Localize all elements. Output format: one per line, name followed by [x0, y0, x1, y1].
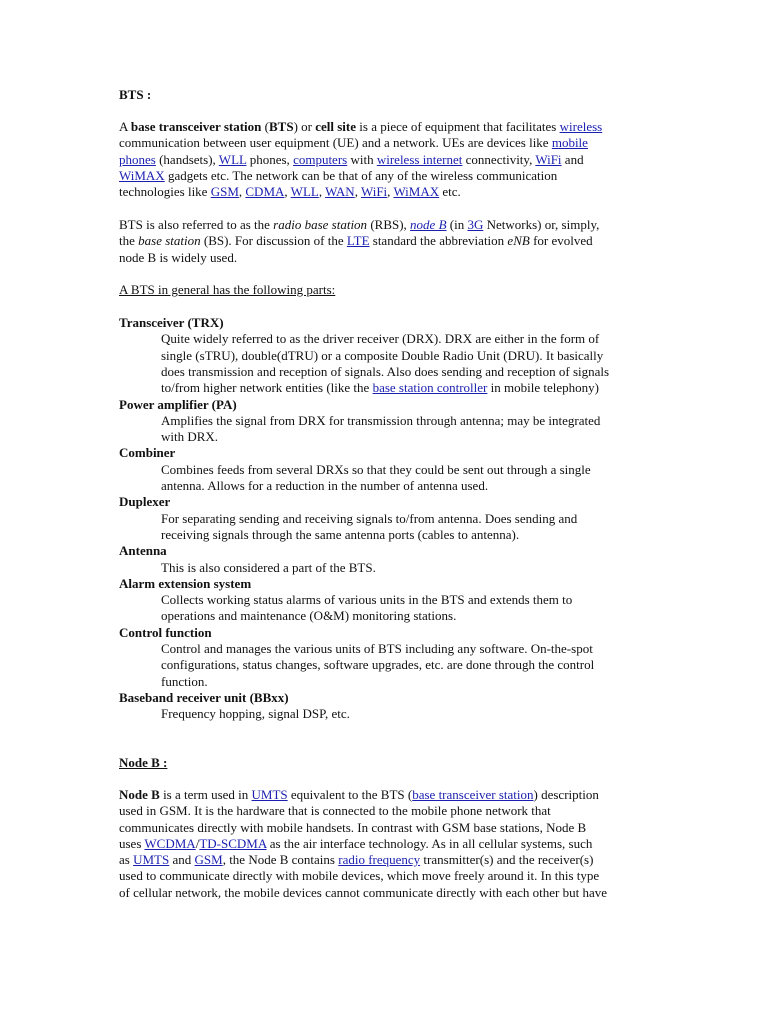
- hyperlink[interactable]: GSM: [210, 184, 239, 200]
- hyperlink[interactable]: base station controller: [372, 380, 488, 396]
- text-line: function.: [161, 673, 208, 689]
- text-line: used in GSM. It is the hardware that is connected to the mobile phone network that: [119, 803, 551, 819]
- part-term: Combiner: [119, 445, 176, 461]
- text-line: single (sTRU), double(dTRU) or a composite Double Radio Unit (DRU). It basically: [161, 347, 604, 363]
- part-term: Antenna: [119, 543, 167, 559]
- hyperlink[interactable]: WiFi: [535, 151, 562, 167]
- nodeb-paragraph: [119, 787, 659, 901]
- hyperlink[interactable]: base transceiver station: [412, 787, 534, 802]
- text-line: with DRX.: [161, 429, 219, 445]
- text-line: Collects working status alarms of various units in the BTS and extends them to: [161, 592, 573, 608]
- text-line: communicates directly with mobile handsets. In contrast with GSM base stations, Node B: [119, 819, 587, 835]
- text-line: Quite widely referred to as the driver receiver (DRX). DRX are either in the form of: [161, 331, 600, 347]
- text-line: communication between user equipment (UE) and a network. UEs are devices like mobile: [119, 135, 588, 151]
- text-line: uses WCDMA/TD-SCDMA as the air interface technology. As in all cellular systems, such: [119, 835, 593, 851]
- part-description: [161, 511, 661, 544]
- bts-aka-paragraph: [119, 217, 659, 266]
- hyperlink[interactable]: 3G: [467, 217, 484, 232]
- text-line: receiving signals through the same antenna ports (cables to antenna).: [161, 526, 520, 542]
- text-line: BTS is also referred to as the radio base station (RBS), node B (in 3G Networks) or, simply,: [119, 217, 600, 232]
- hyperlink[interactable]: GSM: [194, 852, 223, 868]
- part-description: [161, 592, 661, 625]
- hyperlink[interactable]: UMTS: [251, 787, 288, 802]
- hyperlink[interactable]: UMTS: [133, 852, 170, 868]
- text-line: as UMTS and GSM, the Node B contains radio frequency transmitter(s) and the receiver(s): [119, 852, 594, 868]
- hyperlink[interactable]: LTE: [346, 233, 370, 249]
- text-line: phones (handsets), WLL phones, computers with wireless internet connectivity, WiFi and: [119, 151, 584, 167]
- text-line: the base station (BS). For discussion of the LTE standard the abbreviation eNB for evolved: [119, 233, 593, 249]
- hyperlink[interactable]: WCDMA: [144, 835, 196, 851]
- text-line: does transmission and reception of signals. Also does sending and reception of signals: [161, 363, 610, 379]
- part-term: Transceiver (TRX): [119, 315, 224, 330]
- part-description: [161, 706, 661, 722]
- text-line: antenna. Allows for a reduction in the number of antenna used.: [161, 477, 489, 493]
- text-line: technologies like GSM, CDMA, WLL, WAN, WiFi, WiMAX etc.: [119, 184, 461, 200]
- part-term: Power amplifier (PA): [119, 396, 237, 412]
- text-line: A base transceiver station (BTS) or cell site is a piece of equipment that facilitates wireless: [119, 119, 603, 134]
- part-description: [161, 641, 661, 690]
- hyperlink[interactable]: wireless: [559, 119, 603, 134]
- part-term: Baseband receiver unit (BBxx): [119, 689, 289, 705]
- part-term: Control function: [119, 624, 212, 640]
- hyperlink[interactable]: WiMAX: [393, 184, 440, 200]
- hyperlink[interactable]: CDMA: [245, 184, 285, 200]
- hyperlink[interactable]: WAN: [325, 184, 355, 200]
- hyperlink[interactable]: WiMAX: [119, 167, 165, 183]
- text-line: configurations, status changes, software upgrades, etc. are done through the control: [161, 657, 595, 673]
- text-line: Amplifies the signal from DRX for transmission through antenna; may be integrated: [161, 412, 601, 428]
- hyperlink[interactable]: computers: [293, 151, 348, 167]
- text-line: Frequency hopping, signal DSP, etc.: [161, 706, 350, 722]
- text-line: operations and maintenance (O&M) monitoring stations.: [161, 608, 457, 624]
- hyperlink[interactable]: node B: [410, 217, 447, 232]
- hyperlink[interactable]: radio frequency: [338, 852, 421, 868]
- part-description: [161, 560, 661, 576]
- hyperlink[interactable]: wireless internet: [376, 151, 463, 167]
- part-description: [161, 413, 661, 446]
- text-line: For separating sending and receiving signals to/from antenna. Does sending and: [161, 510, 578, 526]
- parts-heading: A BTS in general has the following parts:: [119, 282, 336, 297]
- hyperlink[interactable]: mobile: [551, 135, 588, 151]
- hyperlink[interactable]: WLL: [290, 184, 319, 200]
- text-line: Control and manages the various units of BTS including any software. On-the-spot: [161, 641, 593, 656]
- text-line: WiMAX gadgets etc. The network can be that of any of the wireless communication: [119, 167, 558, 183]
- nodeb-heading: Node B :: [119, 755, 168, 770]
- hyperlink[interactable]: WiFi: [360, 184, 388, 200]
- text-line: Combines feeds from several DRXs so that they could be sent out through a single: [161, 461, 591, 477]
- hyperlink[interactable]: WLL: [218, 151, 247, 167]
- bts-heading: BTS :: [119, 87, 152, 102]
- part-term: Duplexer: [119, 494, 171, 510]
- part-description: [161, 331, 661, 396]
- part-term: Alarm extension system: [119, 575, 252, 591]
- text-line: of cellular network, the mobile devices cannot communicate directly with each other but have: [119, 884, 608, 900]
- text-line: Node B is a term used in UMTS equivalent to the BTS (base transceiver station) description: [119, 787, 599, 802]
- part-description: [161, 462, 661, 495]
- bts-intro-paragraph: [119, 119, 659, 200]
- hyperlink[interactable]: TD-SCDMA: [199, 835, 267, 851]
- hyperlink[interactable]: phones: [119, 151, 156, 167]
- text-line: used to communicate directly with mobile devices, which move freely around it. In this type: [119, 868, 600, 884]
- text-line: node B is widely used.: [119, 249, 238, 265]
- text-line: to/from higher network entities (like the base station controller in mobile telephony): [161, 380, 599, 396]
- text-line: This is also considered a part of the BTS.: [161, 559, 376, 575]
